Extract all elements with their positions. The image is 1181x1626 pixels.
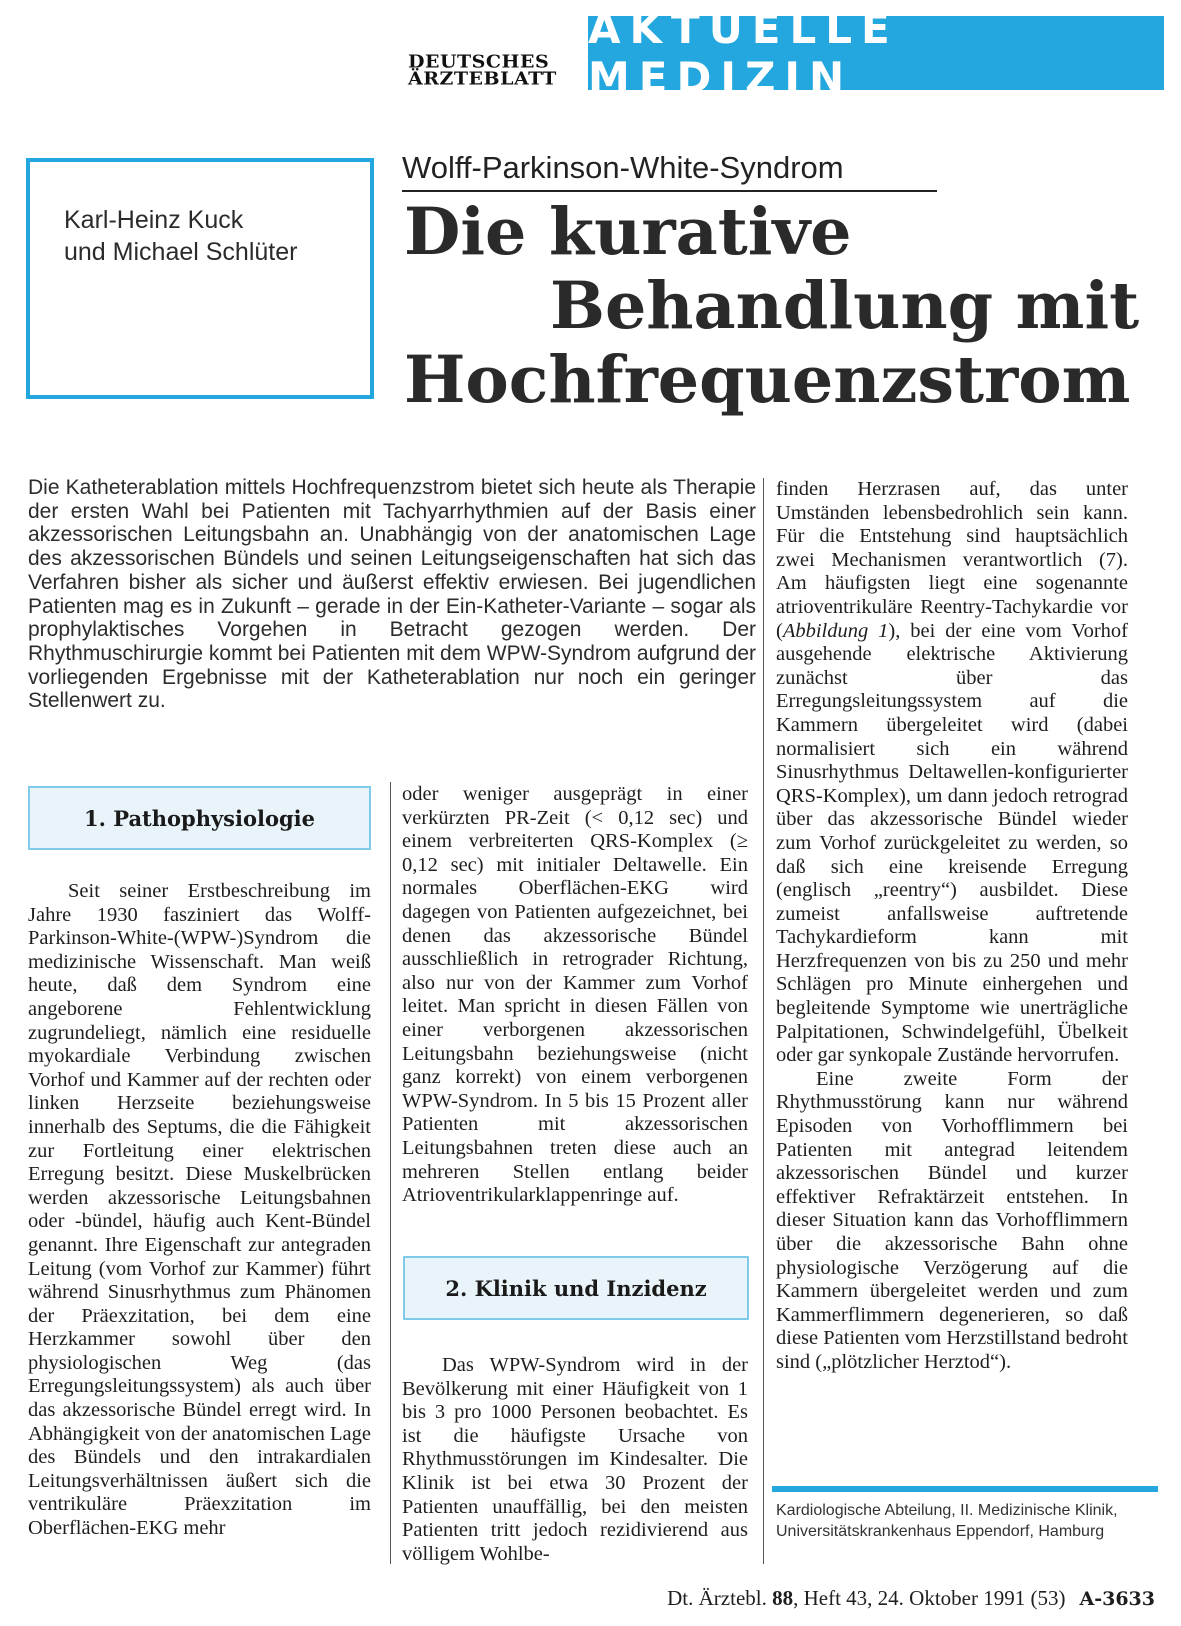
- page-number: A-3633: [1079, 1588, 1155, 1610]
- section-heading-1: 1. Pathophysiologie: [83, 805, 315, 831]
- col3-paragraph-1: [776, 478, 1128, 1068]
- lead-paragraph: Die Katheterablation mittels Hochfrequenzstrom bietet sich heute als Therapie der ersten Wahl bei Patienten mit Tachyarrhythmien auf der Basis einer akzessorischen Leitungsbahn an. Unabhängig von der anatomischen Lage des akzessorischen Bündels und seinen Leitungseigenschaften hat sich das Verfahren bisher als sicher und äußerst effektiv erwiesen. Bei jugendlichen Patienten mag es in Zukunft – gerade in der Ein-Katheter-Variante – sogar als prophylaktisches Vorgehen in Betracht gezogen werden. Der Rhythmuschirurgie kommt bei Patienten mit dem WPW-Syndrom aufgrund der vorliegenden Ergebnisse mit der Katheterablation nur noch ein geringer Stellenwert zu.: [28, 476, 756, 713]
- column-3: [776, 478, 1128, 1375]
- section-banner-label: AKTUELLE MEDIZIN: [588, 4, 899, 102]
- article-kicker: Wolff-Parkinson-White-Syndrom: [402, 150, 937, 192]
- col3-paragraph-1-a: finden Herzrasen auf, das unter Umständen lebensbedrohlich sein kann. Für die Entstehung sind hauptsächlich zwei Mechanismen verantwortlich (7). Am häufigsten liegt eine sogenannte atrioventrikuläre Reentry-Tachykardie vor (: [776, 478, 1128, 642]
- col1-paragraph-1: Seit seiner Erstbeschreibung im Jahre 1930 fasziniert das Wolff-Parkinson-White-(WPW-)Syndrom die medizinische Wissenschaft. Man weiß heute, daß dem Syndrom eine angeborene Fehlentwicklung zugrundeliegt, nämlich eine residuelle myokardiale Verbindung zwischen Vorhof und Kammer auf der rechten oder linken Herzseite beziehungsweise innerhalb des Septums, die die Fähigkeit zur Fortleitung einer elektrischen Erregung besitzt. Diese Muskelbrücken werden akzessorische Leitungsbahnen oder -bündel, häufig auch Kent-Bündel genannt. Ihre Eigenschaft zur antegraden Leitung (vom Vorhof zur Kammer) führt während Sinusrhythmus zum Phänomen der Präexzitation, bei dem eine Herzkammer sowohl über den physiologischen Weg (das Erregungsleitungssystem) als auch über das akzessorische Bündel erregt wird. In Abhängigkeit von der anatomischen Lage des Bündels und den intrakardialen Leitungsverhältnissen äußert sich die ventrikuläre Präexzitation im Oberflächen-EKG mehr: [28, 880, 371, 1540]
- journal-logo-line1: DEUTSCHES: [408, 51, 550, 73]
- author-line-2: und Michael Schlüter: [64, 238, 298, 266]
- column-rule-right: [763, 478, 764, 1564]
- affiliation-rule: [772, 1486, 1158, 1492]
- author-line-1: Karl-Heinz Kuck: [64, 206, 244, 234]
- headline-line-1: Die kurative: [404, 194, 852, 270]
- col2-paragraph-2: Das WPW-Syndrom wird in der Bevölkerung mit einer Häufigkeit von 1 bis 3 pro 1000 Personen beobachtet. Es ist die häufigste Ursache von Rhythmusstörungen im Kindesalter. Die Klinik ist bei etwa 30 Prozent der Patienten unauffällig, bei den meisten Patienten tritt jedoch rezidivierend aus völligem Wohlbe-: [402, 1354, 748, 1565]
- journal-logo-line2: ÄRZTEBLATT: [408, 68, 557, 90]
- col3-paragraph-1-b: ), bei der eine vom Vorhof ausgehende elektrische Aktivierung zunächst über das Erregungsleitungssystem auf die Kammern übergeleitet wird (dabei normalisiert sich ein während Sinusrhythmus Deltawellen-konfigurierter QRS-Komplex), um dann jedoch retrograd über das akzessorische Bündel wieder zum Vorhof zurückgeleitet zu werden, so daß sich eine kreisende Erregung (englisch „reentry“) ausbildet. Diese zumeist anfallsweise auftretende Tachykardieform kann mit Herzfrequenzen von bis zu 250 und mehr Schlägen pro Minute einhergehen und begleitende Symptome wie unerträgliche Palpitationen, Schwindelgefühl, Übelkeit oder gar synkopale Zustände hervorrufen.: [776, 619, 1128, 1067]
- col3-paragraph-2: Eine zweite Form der Rhythmusstörung kann nur während Episoden von Vorhofflimmern bei Patienten mit antegrad leitendem akzessorischen Bündel und kurzer effektiver Refraktärzeit entstehen. In dieser Situation kann das Vorhofflimmern über die akzessorische Bahn ohne physiologische Verzögerung auf die Kammern übergeleitet werden und zum Kammerflimmern degenerieren, so daß diese Patienten vom Herzstillstand bedroht sind („plötzlicher Herztod“).: [776, 1067, 1128, 1373]
- col2-paragraph-1: oder weniger ausgeprägt in einer verkürzten PR-Zeit (< 0,12 sec) und einem verbreiterten QRS-Komplex (≥ 0,12 sec) mit initialer Deltawelle. Ein normales Oberflächen-EKG wird dagegen von Patienten aufgezeichnet, bei denen das akzessorische Bündel ausschließlich in retrograder Richtung, also nur von der Kammer zum Vorhof leitet. Man spricht in diesen Fällen von einer verborgenen akzessorischen Leitungsbahn beziehungsweise (nicht ganz korrekt) von einem verborgenen WPW-Syndrom. In 5 bis 15 Prozent aller Patienten mit akzessorischen Leitungsbahnen treten diese auch an mehreren Stellen entlang beider Atrioventrikularklappenringe auf.: [402, 783, 748, 1207]
- column-2-upper: [402, 783, 748, 1208]
- affiliation-note: Kardiologische Abteilung, II. Medizinische Klinik, Universitätskrankenhaus Eppendorf, Hamburg: [776, 1502, 1118, 1540]
- column-2-lower: [402, 1354, 748, 1566]
- author-box: [26, 158, 374, 399]
- footer-volume: 88: [772, 1586, 794, 1610]
- footer-issue: , Heft 43, 24. Oktober 1991 (53): [793, 1586, 1066, 1610]
- page-footer: [570, 1586, 1155, 1611]
- column-rule-left: [390, 782, 391, 1564]
- headline-line-2: Behandlung mit: [550, 268, 1140, 344]
- headline-line-3: Hochfrequenzstrom: [404, 342, 1131, 418]
- footer-journal: Dt. Ärztebl.: [667, 1586, 767, 1610]
- column-1: [28, 880, 371, 1541]
- section-banner: [588, 4, 1164, 102]
- journal-logo: [408, 51, 568, 90]
- section-heading-box-1: [28, 786, 371, 850]
- section-heading-2: 2. Klinik und Inzidenz: [445, 1275, 707, 1301]
- section-heading-box-2: [403, 1256, 749, 1320]
- figure-reference: Abbildung 1: [782, 619, 889, 642]
